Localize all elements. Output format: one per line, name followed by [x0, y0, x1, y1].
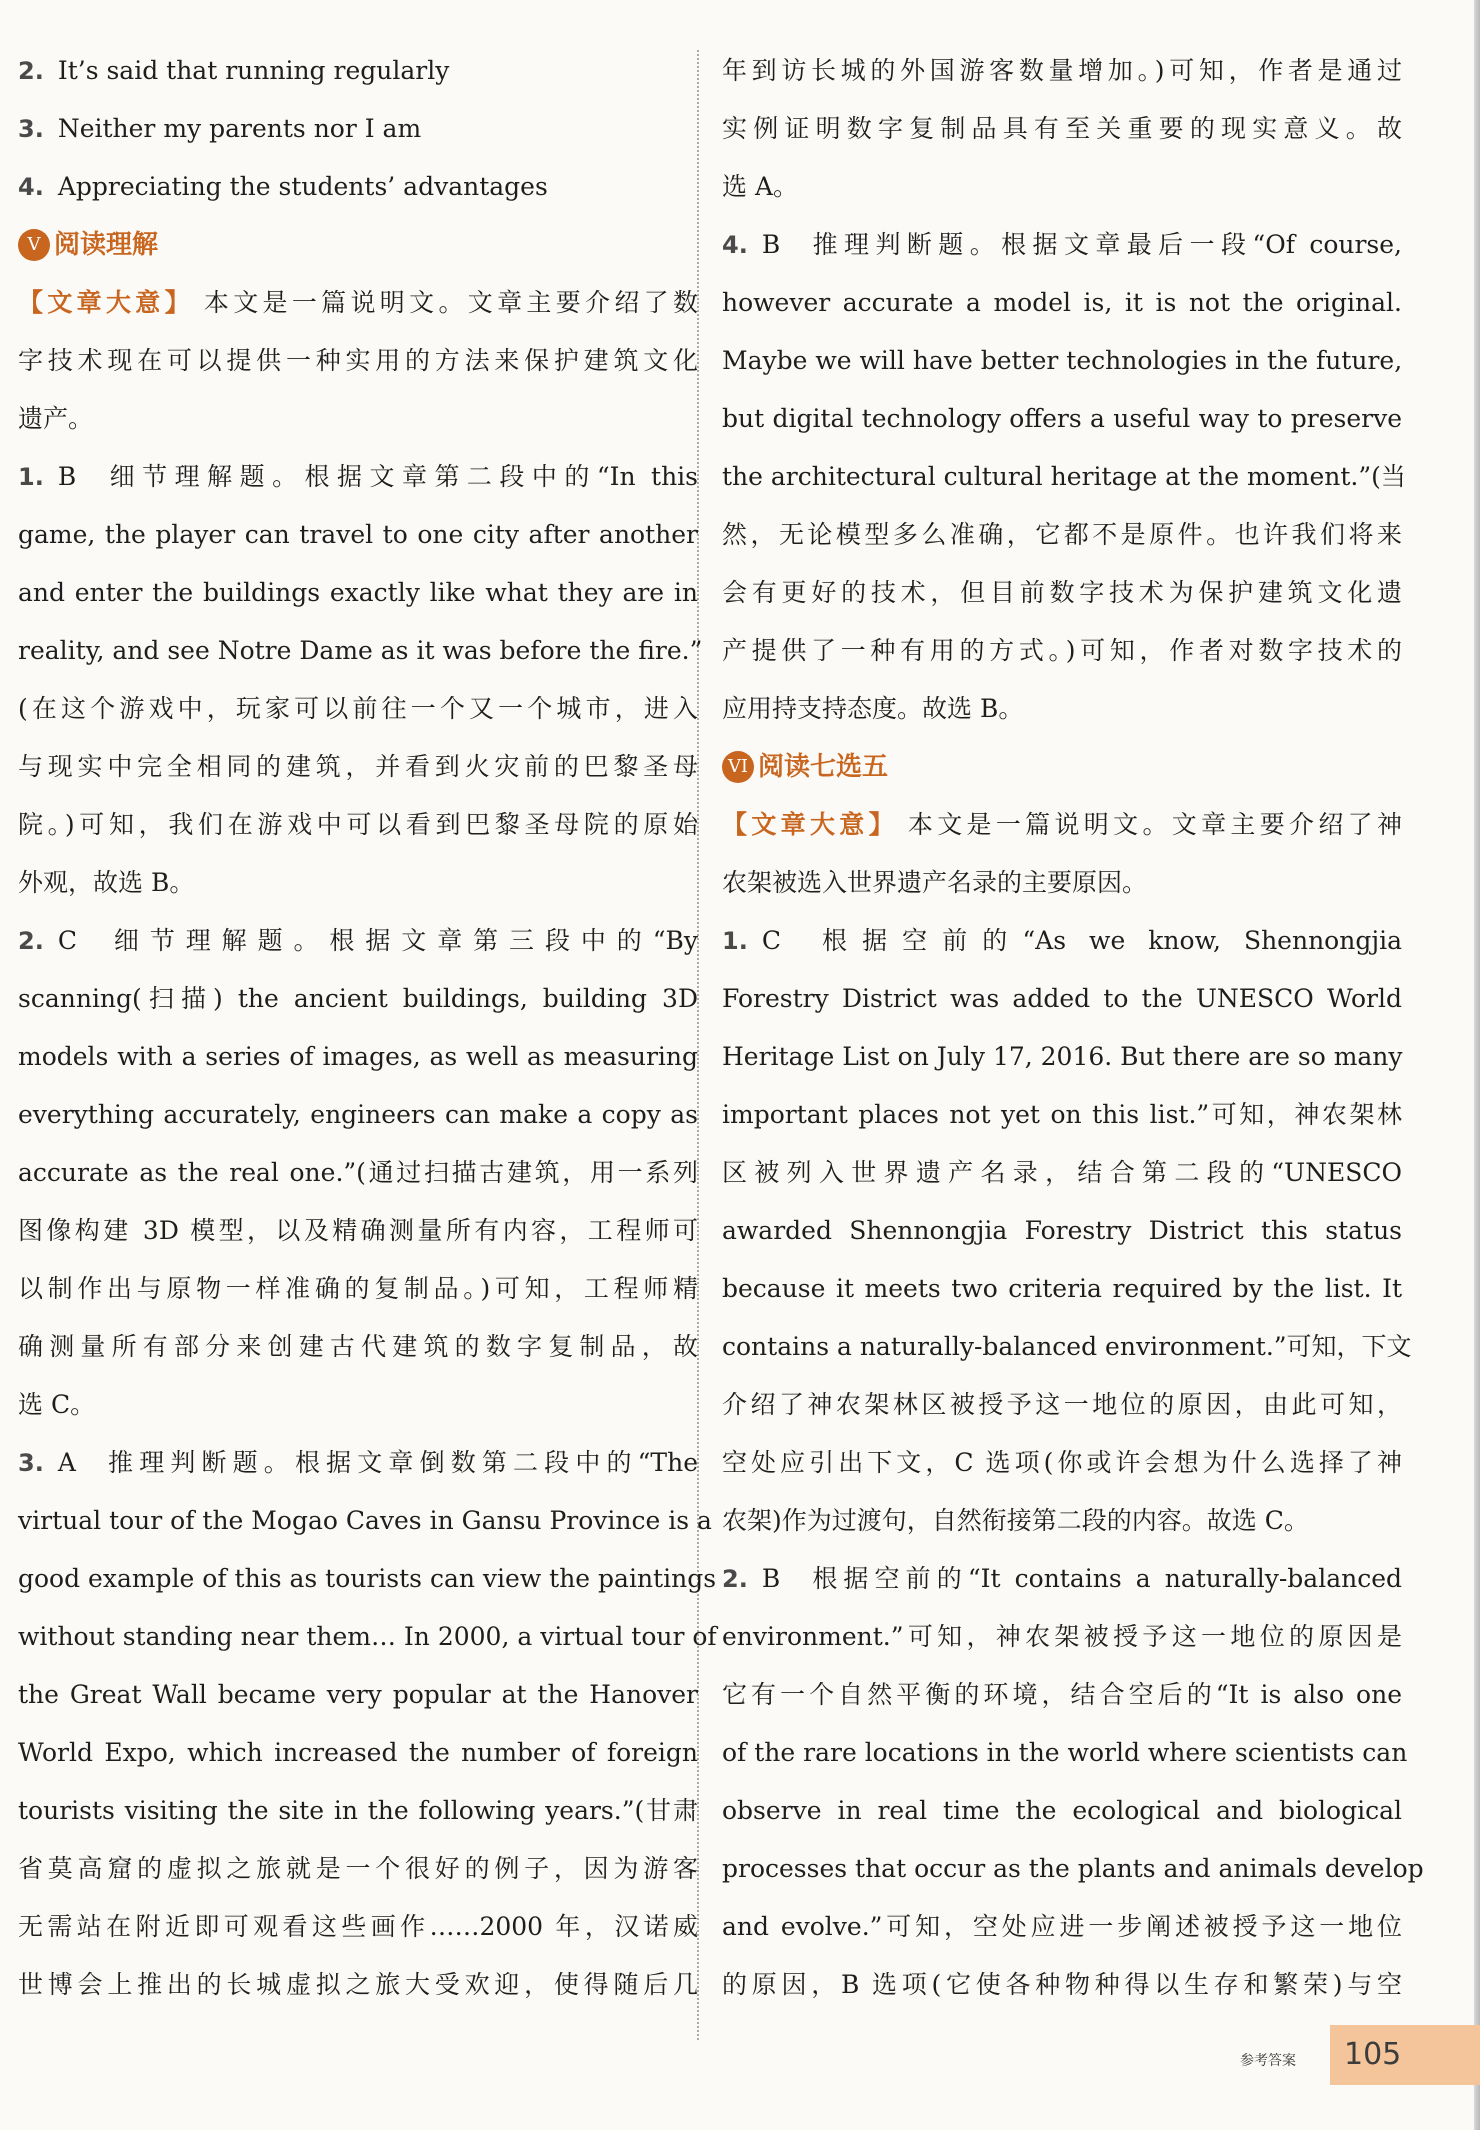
- section-title: 阅读理解: [54, 230, 159, 260]
- text-line: 确测量所有部分来创建古代建筑的数字复制品，故: [18, 1332, 698, 1361]
- text-line: accurate as the real one.”(通过扫描古建筑，用一系列: [18, 1158, 698, 1187]
- answer-line: [18, 158, 698, 216]
- page-number: 105: [1330, 2025, 1480, 2085]
- text: 细节理解题。根据文章第三段中的“By: [102, 926, 698, 955]
- answer-text: Appreciating the students’ advantages: [57, 172, 548, 201]
- question-line: [722, 1550, 1402, 1608]
- text-line: important places not yet on this list.”可知，神农架林: [722, 1100, 1402, 1129]
- text-line: 无需站在附近即可观看这些画作……2000 年，汉诺威: [18, 1912, 698, 1941]
- text-line: reality, and see Notre Dame as it was before the fire.”: [18, 636, 703, 665]
- answer-text: It’s said that running regularly: [57, 56, 450, 85]
- question-line: [18, 448, 698, 506]
- text: 本文是一篇说明文。文章主要介绍了数: [203, 288, 698, 317]
- text: 细节理解题。根据文章第二段中的“In this: [102, 462, 698, 491]
- left-column: [18, 42, 717, 2014]
- answer-text: Neither my parents nor I am: [57, 114, 422, 143]
- text-line: 然，无论模型多么准确，它都不是原件。也许我们将来: [722, 520, 1402, 549]
- text-line: and evolve.”可知，空处应进一步阐述被授予这一地位: [722, 1912, 1402, 1941]
- text-line: 选 A。: [722, 172, 799, 201]
- section-heading-seven-five: [722, 738, 1402, 796]
- item-number: 2.: [722, 1565, 748, 1593]
- text-line: awarded Shennongjia Forestry District this status: [722, 1216, 1402, 1245]
- roman-numeral-badge: V: [18, 229, 50, 261]
- text-line: (在这个游戏中，玩家可以前往一个又一个城市，进入: [18, 694, 698, 723]
- text-line: 产提供了一种有用的方式。)可知，作者对数字技术的: [722, 636, 1402, 665]
- question-line: [722, 912, 1402, 970]
- text-line: 介绍了神农架林区被授予这一地位的原因，由此可知，: [722, 1390, 1402, 1419]
- text: 本文是一篇说明文。文章主要介绍了神: [907, 810, 1402, 839]
- text-line: 空处应引出下文，C 选项(你或许会想为什么选择了神: [722, 1448, 1402, 1477]
- text-line: 院。)可知，我们在游戏中可以看到巴黎圣母院的原始: [18, 810, 698, 839]
- summary-line: 遗产。: [18, 404, 94, 433]
- item-number: 3.: [18, 115, 44, 143]
- text-line: Forestry District was added to the UNESCO World: [722, 984, 1402, 1013]
- text-line: Heritage List on July 17, 2016. But there are so many: [722, 1042, 1403, 1071]
- text-line: contains a naturally-balanced environment.”可知，下文: [722, 1332, 1412, 1361]
- text-line: World Expo, which increased the number of foreign: [18, 1738, 698, 1767]
- text-line: Maybe we will have better technologies in the future,: [722, 346, 1403, 375]
- text-line: processes that occur as the plants and animals develop: [722, 1854, 1424, 1883]
- question-line: [18, 1434, 698, 1492]
- summary-tag: 【文章大意】: [722, 810, 898, 839]
- text-line: and enter the buildings exactly like what they are in: [18, 578, 698, 607]
- text-line: without standing near them… In 2000, a virtual tour of: [18, 1622, 717, 1651]
- text-line: 会有更好的技术，但目前数字技术为保护建筑文化遗: [722, 578, 1402, 607]
- item-number: 2.: [18, 57, 44, 85]
- summary-line: [722, 796, 1402, 854]
- text-line: scanning(扫描) the ancient buildings, building 3D: [18, 984, 698, 1013]
- page-edge: [1474, 0, 1480, 2130]
- footer-label: 参考答案: [1240, 2053, 1296, 2069]
- item-number: 1.: [722, 927, 748, 955]
- item-number: 4.: [18, 173, 44, 201]
- text-line: but digital technology offers a useful way to preserve: [722, 404, 1402, 433]
- text-line: tourists visiting the site in the following years.”(甘肃: [18, 1796, 698, 1825]
- answer-letter: C: [761, 926, 781, 955]
- question-line: [18, 912, 698, 970]
- text-line: game, the player can travel to one city after another: [18, 520, 698, 549]
- summary-line: 字技术现在可以提供一种实用的方法来保护建筑文化: [18, 346, 698, 375]
- text-line: however accurate a model is, it is not the original.: [722, 288, 1402, 317]
- answer-letter: B: [761, 230, 781, 259]
- text-line: observe in real time the ecological and biological: [722, 1796, 1402, 1825]
- text-line: 世博会上推出的长城虚拟之旅大受欢迎，使得随后几: [18, 1970, 698, 1999]
- item-number: 3.: [18, 1449, 44, 1477]
- text-line: of the rare locations in the world where scientists can: [722, 1738, 1408, 1767]
- answer-letter: B: [761, 1564, 781, 1593]
- text-line: everything accurately, engineers can make a copy as: [18, 1100, 698, 1129]
- text-line: 省莫高窟的虚拟之旅就是一个很好的例子，因为游客: [18, 1854, 698, 1883]
- text: 推理判断题。根据文章倒数第二段中的“The: [101, 1448, 698, 1477]
- text-line: 应用持支持态度。故选 B。: [722, 694, 1024, 723]
- text-line: 选 C。: [18, 1390, 96, 1419]
- text-line: the Great Wall became very popular at the Hanover: [18, 1680, 698, 1709]
- text-line: good example of this as tourists can view the paintings: [18, 1564, 717, 1593]
- item-number: 4.: [722, 231, 748, 259]
- answer-letter: A: [57, 1448, 76, 1477]
- text-line: 外观，故选 B。: [18, 868, 195, 897]
- text-line: 与现实中完全相同的建筑，并看到火灾前的巴黎圣母: [18, 752, 698, 781]
- text-line: 以制作出与原物一样准确的复制品。)可知，工程师精: [18, 1274, 698, 1303]
- text-line: 年到访长城的外国游客数量增加。)可知，作者是通过: [722, 56, 1402, 85]
- summary-tag: 【文章大意】: [18, 288, 194, 317]
- text-line: because it meets two criteria required by the list. It: [722, 1274, 1402, 1303]
- answer-letter: C: [57, 926, 77, 955]
- text-line: models with a series of images, as well as measuring: [18, 1042, 698, 1071]
- summary-line: [18, 274, 698, 332]
- text-line: 它有一个自然平衡的环境，结合空后的“It is also one: [722, 1680, 1402, 1709]
- text-line: 实例证明数字复制品具有至关重要的现实意义。故: [722, 114, 1402, 143]
- roman-numeral-badge: VI: [722, 751, 754, 783]
- text-line: 农架)作为过渡句，自然衔接第二段的内容。故选 C。: [722, 1506, 1309, 1535]
- answer-line: [18, 100, 698, 158]
- text-line: 的原因，B 选项(它使各种物种得以生存和繁荣)与空: [722, 1970, 1402, 1999]
- section-heading-reading: [18, 216, 698, 274]
- text-line: the architectural cultural heritage at the moment.”(当: [722, 462, 1406, 491]
- question-line: [722, 216, 1402, 274]
- right-column: [722, 42, 1424, 2014]
- section-title: 阅读七选五: [758, 752, 889, 782]
- answer-letter: B: [57, 462, 77, 491]
- text: 根据空前的“It contains a naturally-balanced: [806, 1564, 1402, 1593]
- text-line: virtual tour of the Mogao Caves in Gansu Province is a: [18, 1506, 712, 1535]
- summary-line: 农架被选入世界遗产名录的主要原因。: [722, 868, 1148, 897]
- text: 推理判断题。根据文章最后一段“Of course,: [806, 230, 1402, 259]
- answer-line: [18, 42, 698, 100]
- text-line: environment.”可知，神农架被授予这一地位的原因是: [722, 1622, 1402, 1651]
- text-line: 图像构建 3D 模型，以及精确测量所有内容，工程师可: [18, 1216, 698, 1245]
- item-number: 1.: [18, 463, 44, 491]
- text: 根据空前的“As we know, Shennongjia: [806, 926, 1402, 955]
- text-line: 区被列入世界遗产名录，结合第二段的“UNESCO: [722, 1158, 1402, 1187]
- item-number: 2.: [18, 927, 44, 955]
